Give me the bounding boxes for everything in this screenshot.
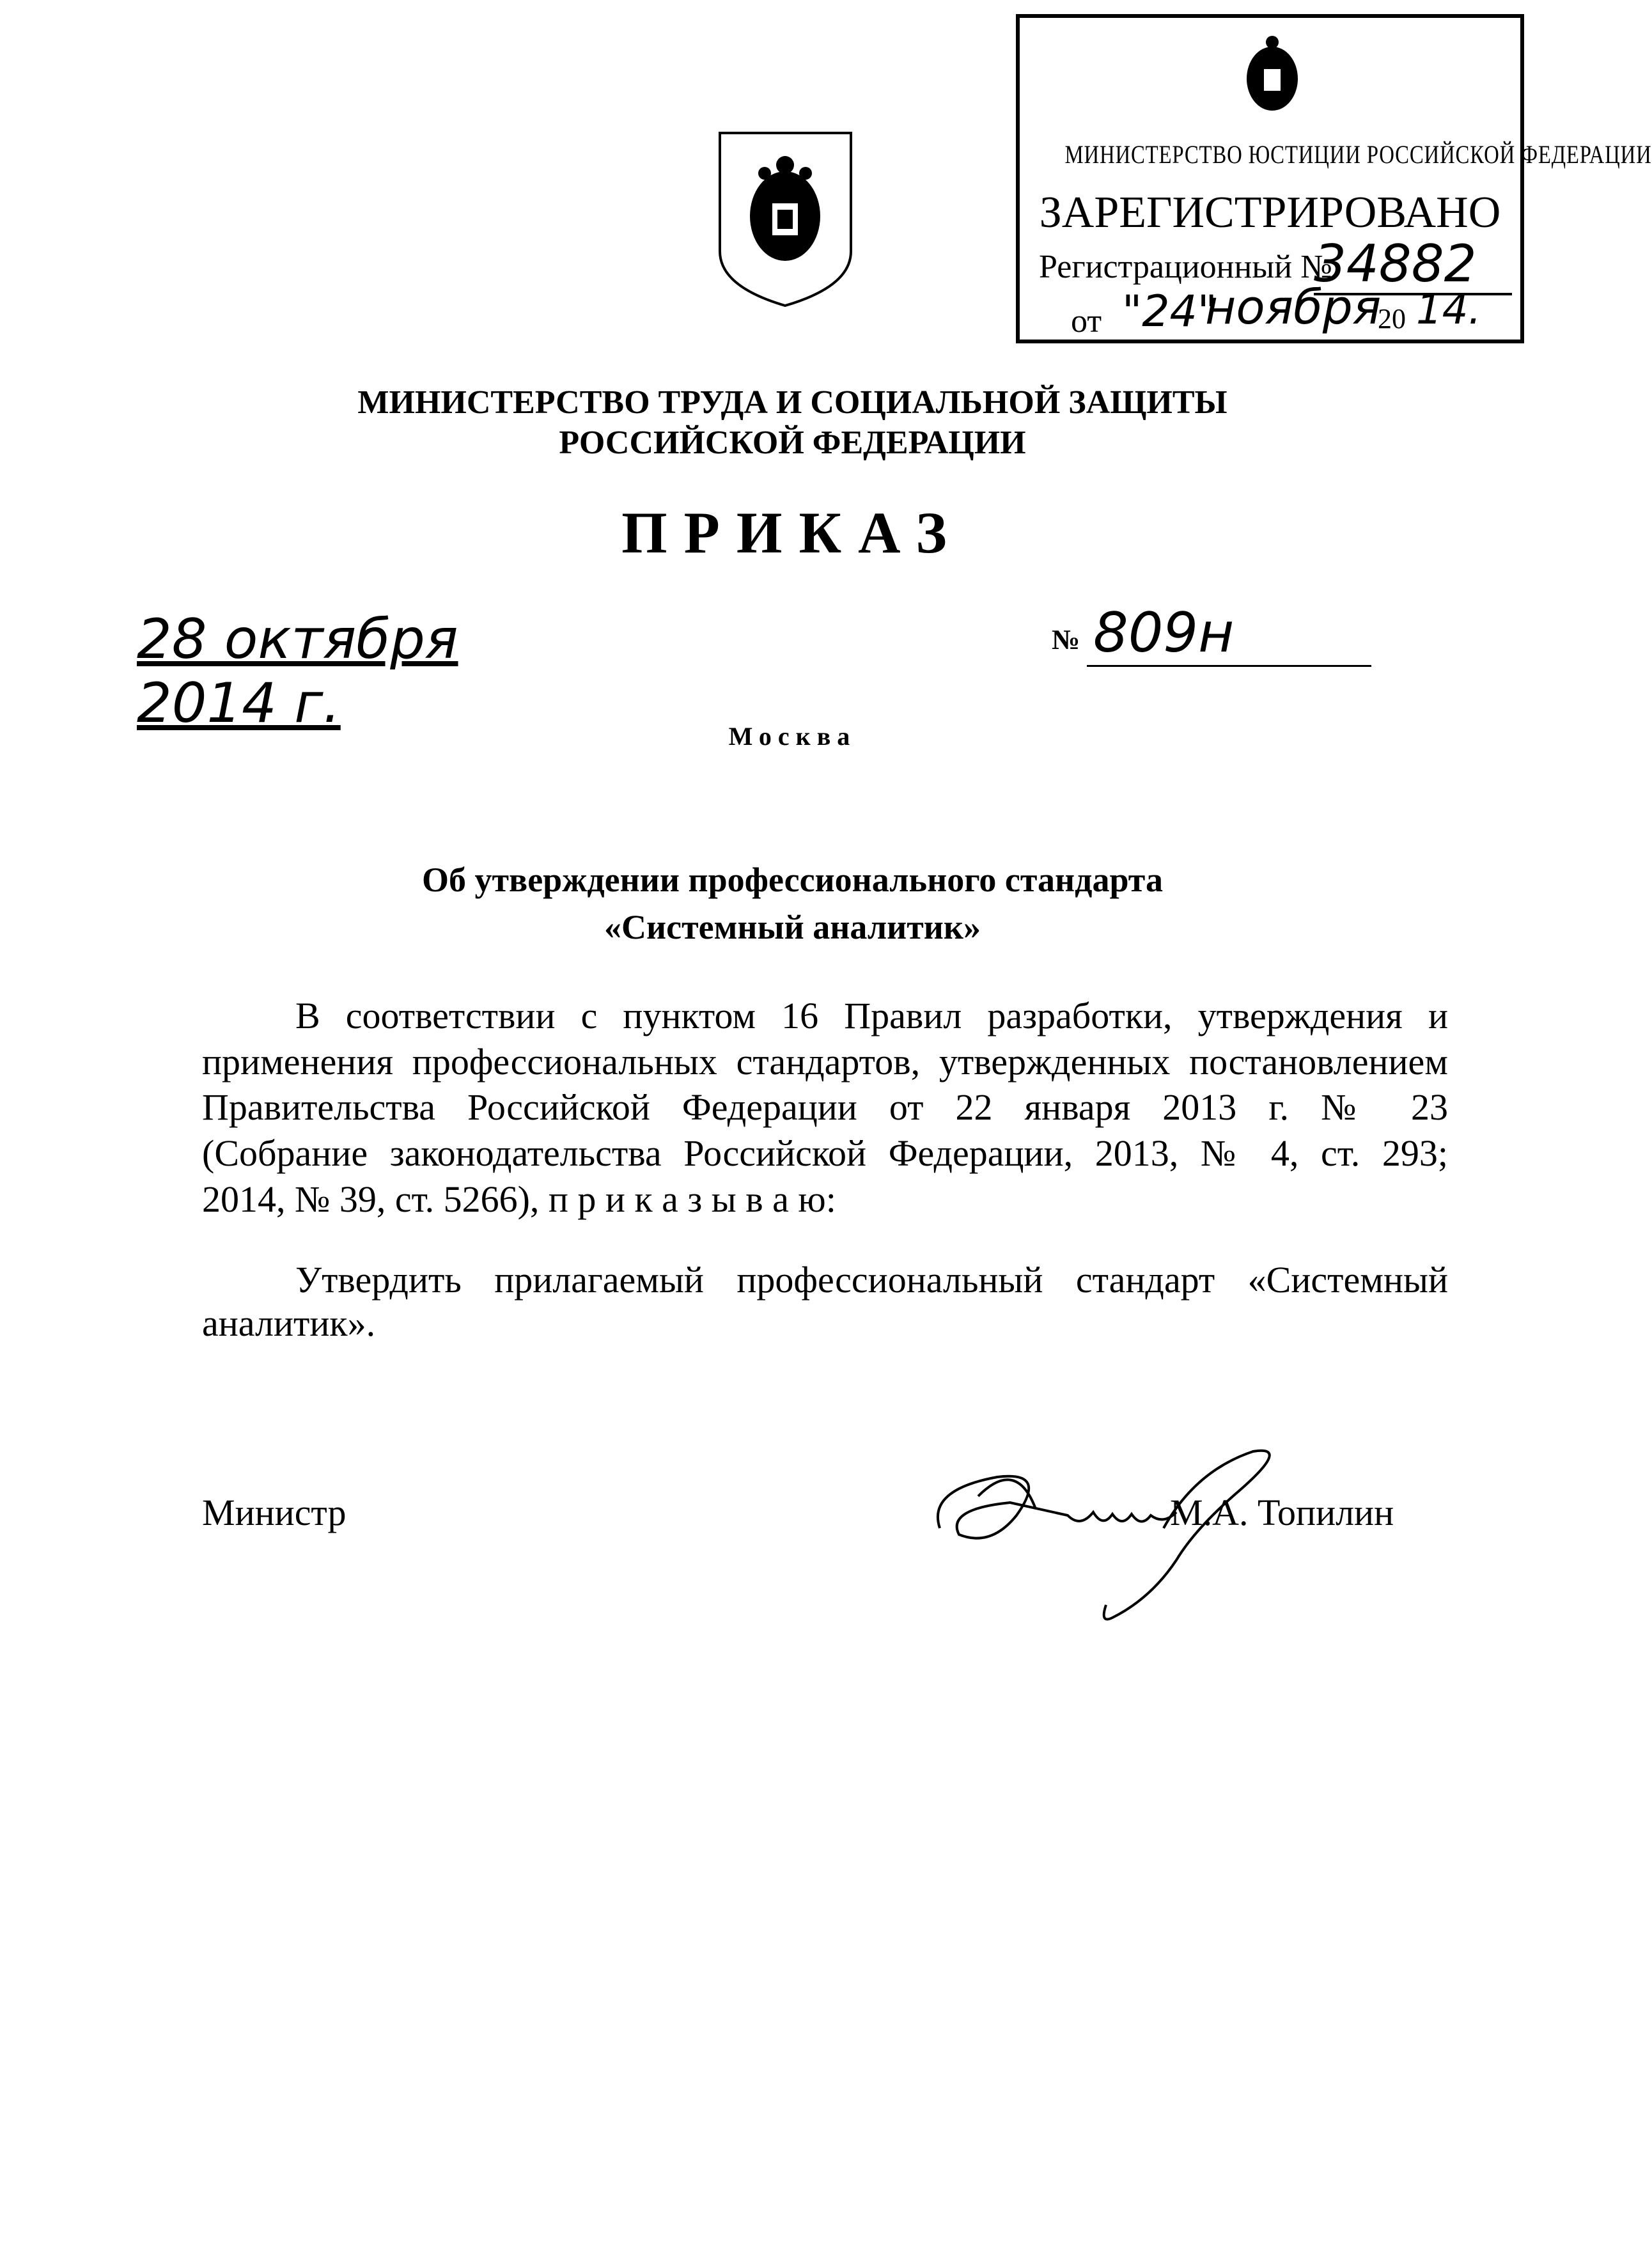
ministry-title-line2: РОССИЙСКОЙ ФЕДЕРАЦИИ — [559, 425, 1026, 461]
handwritten-signature — [921, 1432, 1317, 1637]
order-date: 28 октября 2014 г. — [137, 607, 458, 735]
signatory-position: Министр — [202, 1492, 347, 1533]
coat-of-arms-emblem — [713, 130, 857, 312]
stamp-year-prefix: 20 — [1378, 303, 1406, 334]
stamp-day: "24" — [1122, 286, 1218, 337]
stamp-reg-number-label: Регистрационный № — [1039, 249, 1332, 285]
paragraph1-line: применения профессиональных стандартов, утвержденных постановлением — [202, 1041, 1448, 1082]
document-type: ПРИКАЗ — [621, 500, 963, 565]
order-title-line1: Об утверждении профессионального стандарта — [422, 861, 1163, 899]
stamp-emblem-icon — [1237, 31, 1307, 120]
paragraph2-line: Утвердить прилагаемый профессиональный стандарт «Системный — [295, 1259, 1448, 1301]
ministry-title-line1: МИНИСТЕРСТВО ТРУДА И СОЦИАЛЬНОЙ ЗАЩИТЫ — [357, 384, 1227, 421]
signatory-name: М.А. Топилин — [1170, 1492, 1394, 1533]
stamp-registered: ЗАРЕГИСТРИРОВАНО — [1039, 188, 1501, 237]
stamp-from-label: от — [1071, 303, 1102, 340]
order-number: 809н — [1093, 601, 1235, 665]
number-underline — [1087, 665, 1371, 667]
stamp-ministry: МИНИСТЕРСТВО ЮСТИЦИИ РОССИЙСКОЙ ФЕДЕРАЦИИ — [1064, 140, 1652, 169]
paragraph2-line: аналитик». — [202, 1302, 376, 1344]
stamp-month: ноября — [1205, 280, 1382, 335]
paragraph1-line: В соответствии с пунктом 16 Правил разработки, утверждения и — [295, 995, 1448, 1036]
stamp-reg-number: 34882 — [1314, 235, 1512, 295]
stamp-year-suffix: 14. — [1416, 286, 1481, 334]
paragraph1-line: Правительства Российской Федерации от 22 января 2013 г. № 23 — [202, 1086, 1448, 1128]
number-sign: № — [1052, 624, 1080, 655]
registration-stamp — [1016, 14, 1652, 343]
order-title-line2: «Системный аналитик» — [604, 908, 981, 946]
paragraph1-line: (Собрание законодательства Российской Федерации, 2013, № 4, ст. 293; — [202, 1132, 1448, 1174]
paragraph1-line: 2014, № 39, ст. 5266), п р и к а з ы в а ю: — [202, 1178, 836, 1220]
city: Москва — [728, 722, 857, 751]
